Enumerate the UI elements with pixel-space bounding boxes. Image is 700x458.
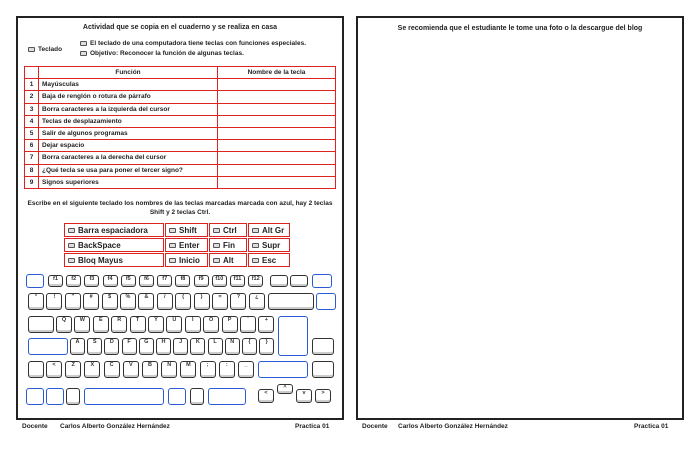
symbol-key: # [83,293,99,310]
letter-key: P [222,316,238,333]
keyboard-icon [213,258,220,263]
letter-key: G [139,338,154,355]
footer-left-practice: Practica 01 [295,423,330,430]
keyboard-icon [169,228,176,233]
key-names-grid [64,223,290,267]
function-key: f4 [103,275,118,287]
table-row [25,91,336,103]
ctrl-left-blank [26,388,44,405]
symbol-key: & [138,293,154,310]
right-panel [356,16,684,420]
letter-key: D [104,338,119,355]
row-number: 2 [25,91,39,103]
function-key: f12 [248,275,263,287]
row-number: 5 [25,127,39,139]
shift-left-key [28,361,44,378]
objective-line: Objetivo: Reconocer la función de algunas teclas. [80,50,244,57]
letter-key: Q [56,316,72,333]
keyboard-key [290,275,308,287]
letter-key: I [185,316,201,333]
row-function: Signos superiores [39,176,218,188]
worksheet-title: Actividad que se copia en el cuaderno y se realiza en casa [82,24,278,31]
row-number: 4 [25,115,39,127]
symbol-key: ! [46,293,62,310]
row-key-name-field[interactable] [218,140,336,152]
letter-key: Y [148,316,164,333]
alt-left-blank [46,388,64,405]
letter-key: X [84,361,100,378]
function-key: f1 [48,275,63,287]
functions-table [24,66,336,189]
row-function: ¿Qué tecla se usa para poner el tercer signo? [39,164,218,176]
footer-right-label: Docente [362,423,388,430]
tab-key [28,316,54,333]
row-function: Teclas de desplazamiento [39,115,218,127]
letter-key: C [104,361,120,378]
keyboard-icon [68,228,75,233]
space-key-blank [84,388,164,405]
letter-key: S [87,338,102,355]
footer-left-name: Carlos Alberto González Hernández [60,423,170,430]
function-key: f5 [121,275,136,287]
function-key: f10 [212,275,227,287]
esc-key-blank [26,274,44,288]
letter-key: L [208,338,223,355]
arrow-key: > [315,389,331,403]
letter-key: W [74,316,90,333]
row-number: 1 [25,79,39,91]
keyboard-key [270,275,288,287]
letter-key: T [130,316,146,333]
row-key-name-field[interactable] [218,127,336,139]
letter-key: ´ [240,316,256,333]
letter-key: { [242,338,257,355]
table-row [25,115,336,127]
function-key: f7 [157,275,172,287]
symbol-key: $ [102,293,118,310]
keyboard-icon [169,243,176,248]
letter-key: U [166,316,182,333]
row-function: Mayúsculas [39,79,218,91]
row-function: Dejar espacio [39,140,218,152]
table-row [25,152,336,164]
keyboard-icon [68,243,75,248]
function-key: f8 [175,275,190,287]
footer-right-practice: Practica 01 [634,423,669,430]
letter-key: E [93,316,109,333]
table-row [25,127,336,139]
row-number: 9 [25,176,39,188]
enter-key-blank [278,316,308,356]
row-number: 8 [25,164,39,176]
keyboard-icon [169,258,176,263]
symbol-key: ¿ [249,293,265,310]
row-key-name-field[interactable] [218,79,336,91]
footer-left-label: Docente [22,423,48,430]
key-name-cell: Alt [209,253,247,267]
letter-key: } [259,338,274,355]
keyboard-icon [68,258,75,263]
letter-key: _ [238,361,254,378]
row-number: 7 [25,152,39,164]
table-header [25,67,336,79]
windows-key [66,388,80,405]
symbol-key: / [157,293,173,310]
key-name-cell: Barra espaciadora [64,223,164,237]
row-key-name-field[interactable] [218,103,336,115]
letter-key: Ñ [225,338,240,355]
symbol-key: % [120,293,136,310]
key-name-cell: Bloq Mayus [64,253,164,267]
letter-key: H [156,338,171,355]
keyboard-icon [80,51,87,56]
arrow-key: v [296,389,312,403]
arrow-key: ^ [277,384,293,394]
altgr-blank [168,388,186,405]
row-key-name-field[interactable] [218,164,336,176]
symbol-key: ° [28,293,44,310]
header-number [25,67,39,79]
letter-key: J [173,338,188,355]
key-name-cell: Fin [209,238,247,252]
row-key-name-field[interactable] [218,176,336,188]
keyboard-icon [80,41,87,46]
keyboard-icon [213,243,220,248]
letter-key: R [111,316,127,333]
left-worksheet [16,16,344,420]
letter-key: V [123,361,139,378]
intro-line: El teclado de una computadora tiene teclas con funciones especiales. [80,40,306,47]
key-name-cell: BackSpace [64,238,164,252]
symbol-key: ) [194,293,210,310]
row-function: Borra caracteres a la izquierda del cursor [39,103,218,115]
function-key: f2 [66,275,81,287]
keyboard-icon [252,228,259,233]
letter-key: F [122,338,137,355]
backspace-key [268,293,314,310]
letter-key: O [203,316,219,333]
letter-key: M [180,361,196,378]
letter-key: < [46,361,62,378]
keyboard-icon [252,243,259,248]
function-key: f6 [139,275,154,287]
key-name-cell: Ctrl [209,223,247,237]
key-name-cell: Inicio [165,253,208,267]
row-number: 6 [25,140,39,152]
letter-key: B [142,361,158,378]
function-key: f3 [84,275,99,287]
symbol-key: ? [230,293,246,310]
function-key: f11 [230,275,245,287]
row-key-name-field[interactable] [218,91,336,103]
keyboard-drawing [22,272,340,417]
letter-key: N [161,361,177,378]
supr-key-blank [312,274,332,288]
subject-label: Teclado [28,46,62,53]
header-function: Función [39,67,218,79]
menu-key [190,388,204,405]
letter-key: Z [65,361,81,378]
fin-key-blank [316,293,336,310]
caps-key-blank [28,338,68,355]
row-function: Baja de renglón o rotura de párrafo [39,91,218,103]
table-row [25,140,336,152]
keyboard-icon [213,228,220,233]
letter-key: A [70,338,85,355]
key-name-cell: Enter [165,238,208,252]
footer-right-name: Carlos Alberto González Hernández [398,423,508,430]
arrow-key: < [258,389,274,403]
row-function: Borra caracteres a la derecha del cursor [39,152,218,164]
symbol-key: ( [175,293,191,310]
row-key-name-field[interactable] [218,115,336,127]
recommendation-title: Se recomienda que el estudiante le tome una foto o la descargue del blog [397,25,643,32]
table-row [25,164,336,176]
symbol-key: = [212,293,228,310]
letter-key: K [190,338,205,355]
letter-key: ; [200,361,216,378]
key-name-cell: Supr [248,238,290,252]
pgdn-key [312,361,334,378]
ctrl-right-blank [208,388,246,405]
key-name-cell: Esc [248,253,290,267]
mouse-icon [28,47,35,52]
key-name-cell: Alt Gr [248,223,290,237]
row-key-name-field[interactable] [218,152,336,164]
table-row [25,103,336,115]
shift-right-blank [258,361,308,378]
keyboard-instruction: Escribe en el siguiente teclado los nombres de las teclas marcadas marcada con azul, hay 2 teclas Shift y 2 teclas Ctrl. [27,200,333,216]
function-key: f9 [194,275,209,287]
keyboard-icon [252,258,259,263]
letter-key: + [258,316,274,333]
key-name-cell: Shift [165,223,208,237]
header-key-name: Nombre de la tecla [218,67,336,79]
symbol-key: " [65,293,81,310]
table-row [25,176,336,188]
table-row [25,79,336,91]
letter-key: : [219,361,235,378]
row-function: Salir de algunos programas [39,127,218,139]
pgup-key [312,338,334,355]
row-number: 3 [25,103,39,115]
